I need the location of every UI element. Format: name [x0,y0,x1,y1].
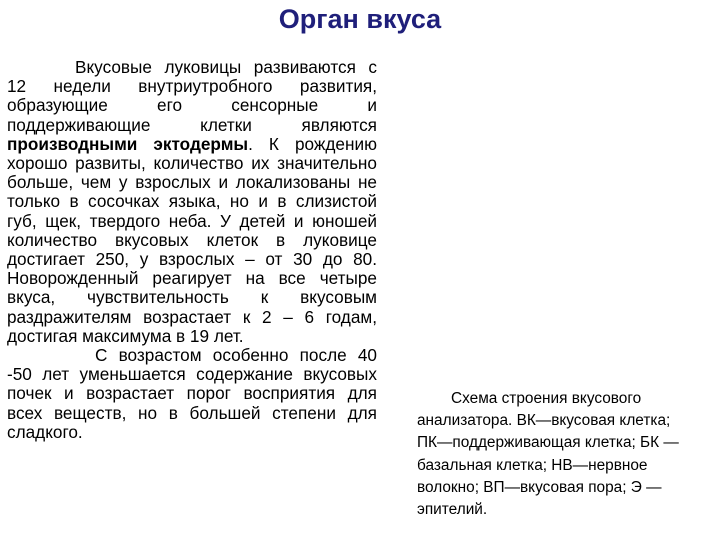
page-title: Орган вкуса [278,4,442,34]
paragraph-1-bold-term: производными эктодермы [7,133,249,154]
body-text [7,58,377,442]
paragraph-1-part-1: Вкусовые луковицы развиваются с 12 недели внутриутробного развития, образующие его сенсорные и поддерживающие клетки являются [7,57,377,135]
figure-caption [417,388,689,521]
paragraph-1 [7,58,377,346]
paragraph-2: С возрастом особенно после 40 -50 лет уменьшается содержание вкусовых почек и возрастает порог восприятия для всех веществ, но в большей степени для сладкого. [7,345,377,442]
caption-text: Схема строения вкусового анализатора. ВК—вкусовая клетка; ПК—поддерживающая клетка; БК — базальная клетка; НВ—нервное волокно; ВП—вкусовая пора; Э — эпителий. [417,390,679,519]
paragraph-1-part-2: . К рождению хорошо развиты, количество их значительно больше, чем у взрослых и локализованы не только в сосочках языка, но и в слизистой губ, щек, твердого неба. У детей и юношей количество вкусовых клеток в луковице достигает 250, у взрослых – от 30 до 80. Новорожденный реагирует на все четыре вкуса, чувствительность к вкусовым раздражителям возрастает к 2 – 6 годам, достигая максимума в 19 лет. [7,133,377,346]
